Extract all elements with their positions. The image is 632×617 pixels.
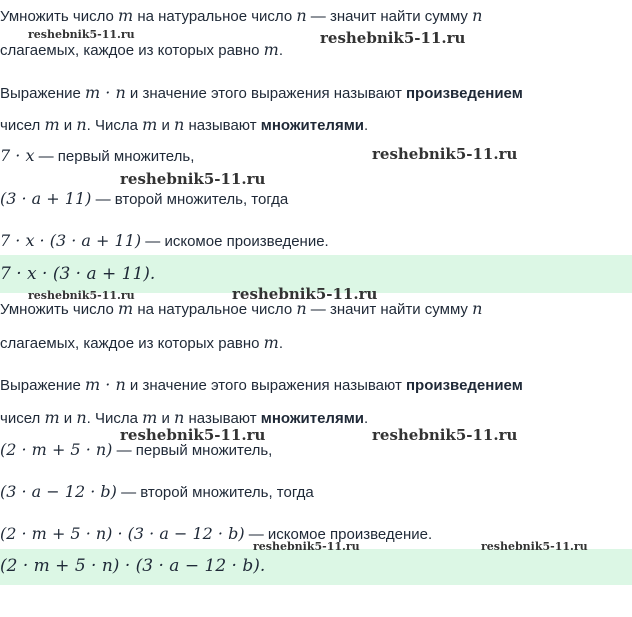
paragraph-definition-line2 xyxy=(0,333,283,354)
term-factors: множителями xyxy=(260,117,365,134)
paragraph-definition-line2 xyxy=(0,40,283,61)
text: — первый множитель, xyxy=(34,148,195,165)
math-expression: 7 · x · (3 · a + 11) xyxy=(0,231,142,250)
math-expression: m · n xyxy=(85,375,126,394)
var-m: m xyxy=(142,115,158,134)
text: — значит найти сумму xyxy=(306,8,473,25)
text: . xyxy=(278,42,284,59)
text: . Числа xyxy=(86,410,143,427)
var-n: n xyxy=(76,115,87,134)
watermark: reshebnik5-11.ru xyxy=(320,29,466,47)
paragraph-product-line2 xyxy=(0,115,368,136)
term-product: произведением xyxy=(405,85,523,102)
second-factor-line xyxy=(0,189,288,210)
watermark: reshebnik5-11.ru xyxy=(372,426,518,444)
text: чисел xyxy=(0,410,45,427)
text: — искомое произведение. xyxy=(141,233,329,250)
watermark: reshebnik5-11.ru xyxy=(481,540,588,553)
text: — второй множитель, тогда xyxy=(91,191,289,208)
text: чисел xyxy=(0,117,45,134)
var-m: m xyxy=(44,115,60,134)
term-factors: множителями xyxy=(260,410,365,427)
math-expression: (3 · a − 12 · b) xyxy=(0,482,117,501)
text: и значение этого выражения называют xyxy=(125,85,406,102)
text: слагаемых, каждое из которых равно xyxy=(0,42,264,59)
watermark: reshebnik5-11.ru xyxy=(120,170,266,188)
watermark: reshebnik5-11.ru xyxy=(372,145,518,163)
math-expression: (2 · m + 5 · n) xyxy=(0,440,113,459)
text: Умножить число xyxy=(0,301,119,318)
text: Умножить число xyxy=(0,8,119,25)
var-m: m xyxy=(263,333,279,352)
watermark: reshebnik5-11.ru xyxy=(28,289,135,302)
watermark: reshebnik5-11.ru xyxy=(120,426,266,444)
var-n: n xyxy=(296,6,307,25)
text: Выражение xyxy=(0,377,86,394)
text: . Числа xyxy=(86,117,143,134)
text: . xyxy=(278,335,284,352)
text: . xyxy=(364,410,369,427)
var-n: n xyxy=(76,408,87,427)
var-m: m xyxy=(118,299,134,318)
var-n: n xyxy=(174,408,185,427)
text: на натуральное число xyxy=(133,301,297,318)
second-factor-line xyxy=(0,482,314,503)
watermark: reshebnik5-11.ru xyxy=(253,540,360,553)
paragraph-product-line1 xyxy=(0,83,523,104)
var-n: n xyxy=(174,115,185,134)
text: — значит найти сумму xyxy=(306,301,473,318)
text: Выражение xyxy=(0,85,86,102)
math-expression: m · n xyxy=(85,83,126,102)
product-line xyxy=(0,231,329,252)
var-m: m xyxy=(44,408,60,427)
text: — искомое произведение. xyxy=(244,526,433,543)
text: и xyxy=(59,410,77,427)
var-m: m xyxy=(142,408,158,427)
text: и значение этого выражения называют xyxy=(125,377,406,394)
text: и xyxy=(59,117,77,134)
var-n: n xyxy=(296,299,307,318)
watermark: reshebnik5-11.ru xyxy=(232,285,378,303)
watermark: reshebnik5-11.ru xyxy=(28,28,135,41)
answer-expression: (2 · m + 5 · n) · (3 · a − 12 · b). xyxy=(0,556,266,576)
paragraph-product-line1 xyxy=(0,375,523,396)
math-expression: (2 · m + 5 · n) · (3 · a − 12 · b) xyxy=(0,524,245,543)
var-n: n xyxy=(472,299,483,318)
text: . xyxy=(364,117,369,134)
var-n: n xyxy=(472,6,483,25)
text: называют xyxy=(184,117,261,134)
text: — первый множитель, xyxy=(112,442,273,459)
term-product: произведением xyxy=(405,377,523,394)
first-factor-line xyxy=(0,146,194,167)
text: и xyxy=(157,117,175,134)
text: на натуральное число xyxy=(133,8,297,25)
text: — второй множитель, тогда xyxy=(116,484,314,501)
math-expression: (3 · a + 11) xyxy=(0,189,92,208)
paragraph-definition-line1 xyxy=(0,6,482,27)
answer-expression: 7 · x · (3 · a + 11). xyxy=(0,264,156,284)
answer-box xyxy=(0,549,632,585)
text: слагаемых, каждое из которых равно xyxy=(0,335,264,352)
text: называют xyxy=(184,410,261,427)
var-m: m xyxy=(263,40,279,59)
var-m: m xyxy=(118,6,134,25)
math-expression: 7 · x xyxy=(0,146,35,165)
product-line xyxy=(0,524,432,545)
text: и xyxy=(157,410,175,427)
